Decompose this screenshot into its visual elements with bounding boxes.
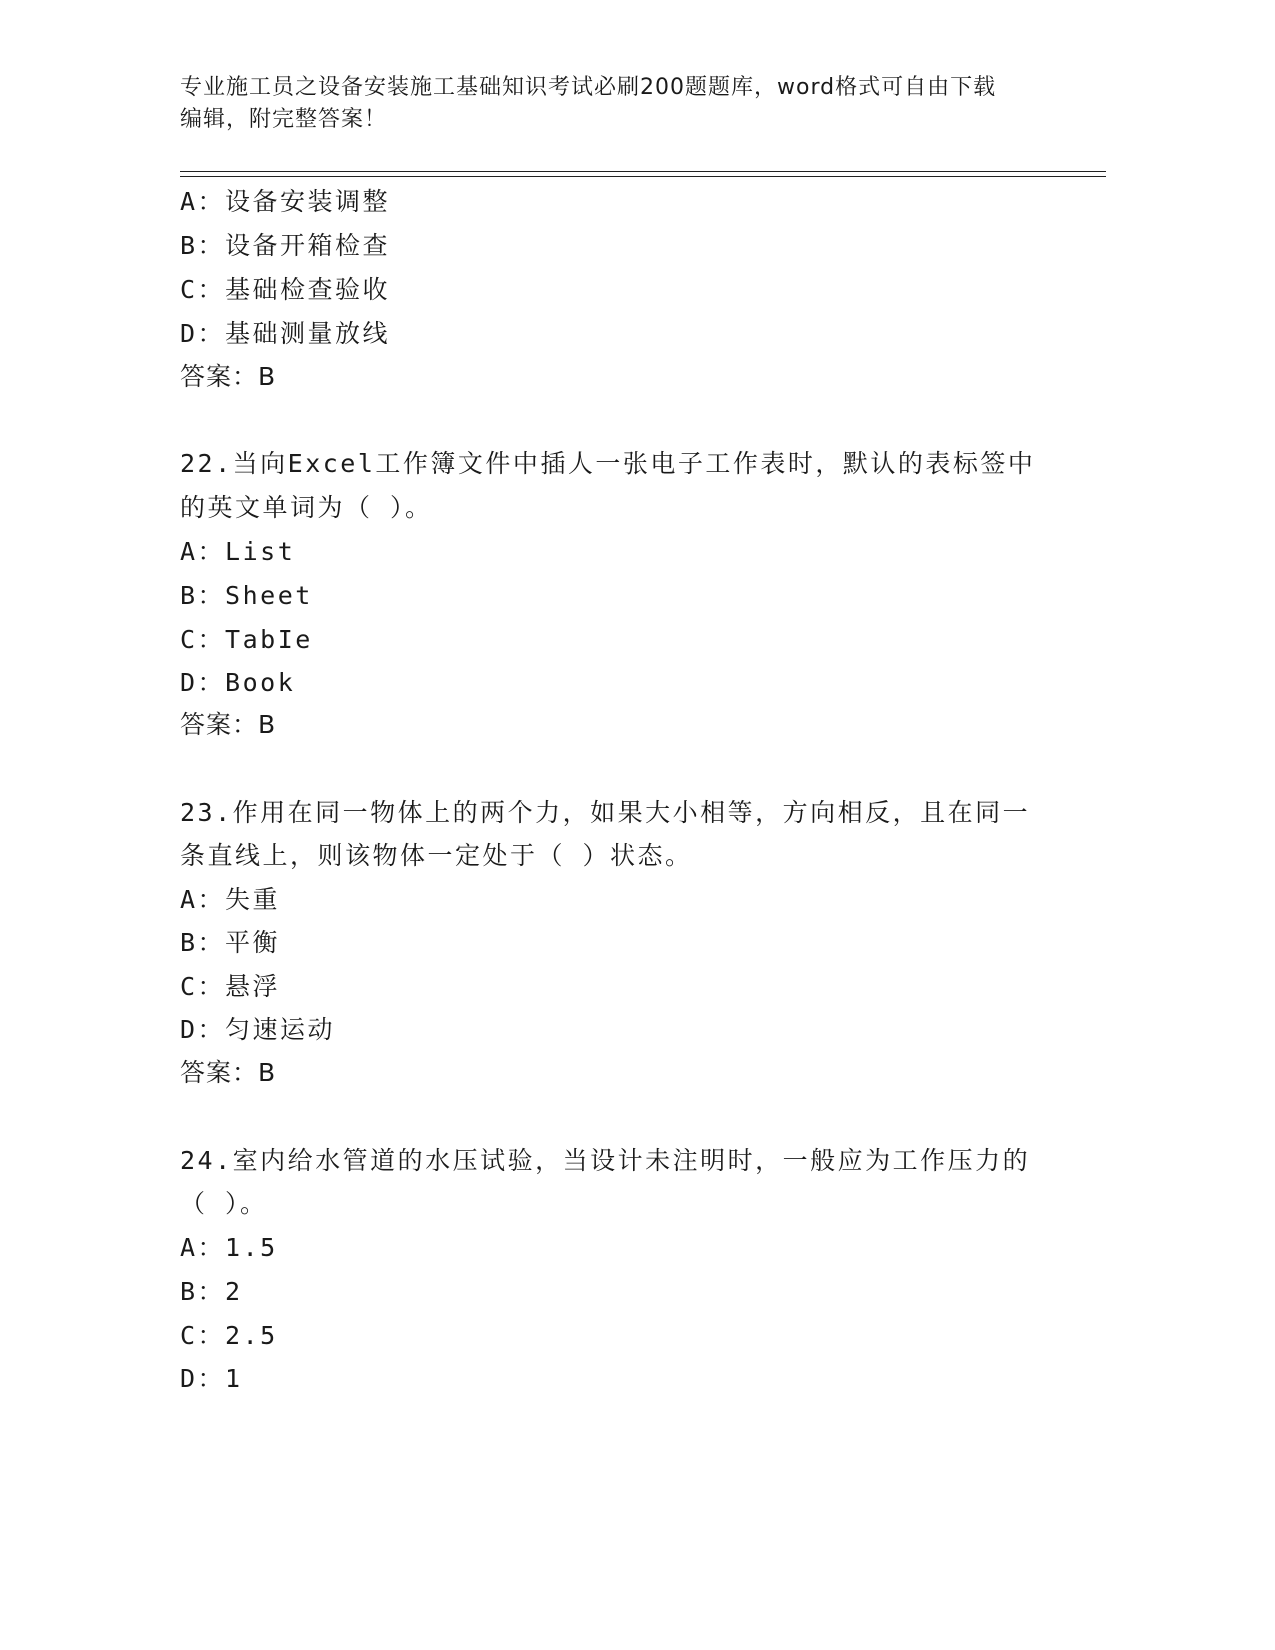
- q22-stem-line-2: 的英文单词为（ ）。: [180, 493, 433, 522]
- q21-option-c: C：基础检查验收: [180, 275, 391, 304]
- q24-stem-line-1: 24.室内给水管道的水压试验，当设计未注明时，一般应为工作压力的: [180, 1146, 1031, 1175]
- q21-option-b: B：设备开箱检查: [180, 231, 391, 260]
- q24-option-a: A：1.5: [180, 1233, 278, 1262]
- q21-answer: 答案：B: [180, 362, 277, 391]
- q23-stem-line-2: 条直线上，则该物体一定处于（ ）状态。: [180, 841, 693, 870]
- q22-option-b: B：Sheet: [180, 581, 313, 610]
- q23-option-c: C：悬浮: [180, 972, 281, 1001]
- q23-option-d: D：匀速运动: [180, 1015, 336, 1044]
- q21-option-d: D：基础测量放线: [180, 319, 391, 348]
- q22-answer: 答案：B: [180, 710, 277, 739]
- q24-option-b: B：2: [180, 1277, 243, 1306]
- header-rule-bottom: [180, 176, 1106, 177]
- q24-option-c: C：2.5: [180, 1321, 278, 1350]
- document-header: [180, 72, 1040, 136]
- q24-stem-line-2: （ ）。: [180, 1189, 268, 1218]
- q23-stem-line-1: 23.作用在同一物体上的两个力，如果大小相等，方向相反，且在同一: [180, 798, 1031, 827]
- q23-answer: 答案：B: [180, 1058, 277, 1087]
- header-rule-top: [180, 171, 1106, 172]
- q22-option-c: C：TabIe: [180, 625, 313, 654]
- header-line-1: 专业施工员之设备安装施工基础知识考试必刷200题题库，word格式可自由下载: [180, 75, 997, 100]
- q23-option-a: A：失重: [180, 885, 281, 914]
- q22-option-d: D：Book: [180, 668, 296, 697]
- header-line-2: 编辑，附完整答案！: [180, 107, 388, 132]
- q21-option-a: A：设备安装调整: [180, 187, 391, 216]
- q22-stem-line-1: 22.当向Excel工作簿文件中插人一张电子工作表时，默认的表标签中: [180, 449, 1036, 478]
- q22-option-a: A：List: [180, 537, 296, 566]
- q24-option-d: D：1: [180, 1364, 243, 1393]
- q23-option-b: B：平衡: [180, 928, 281, 957]
